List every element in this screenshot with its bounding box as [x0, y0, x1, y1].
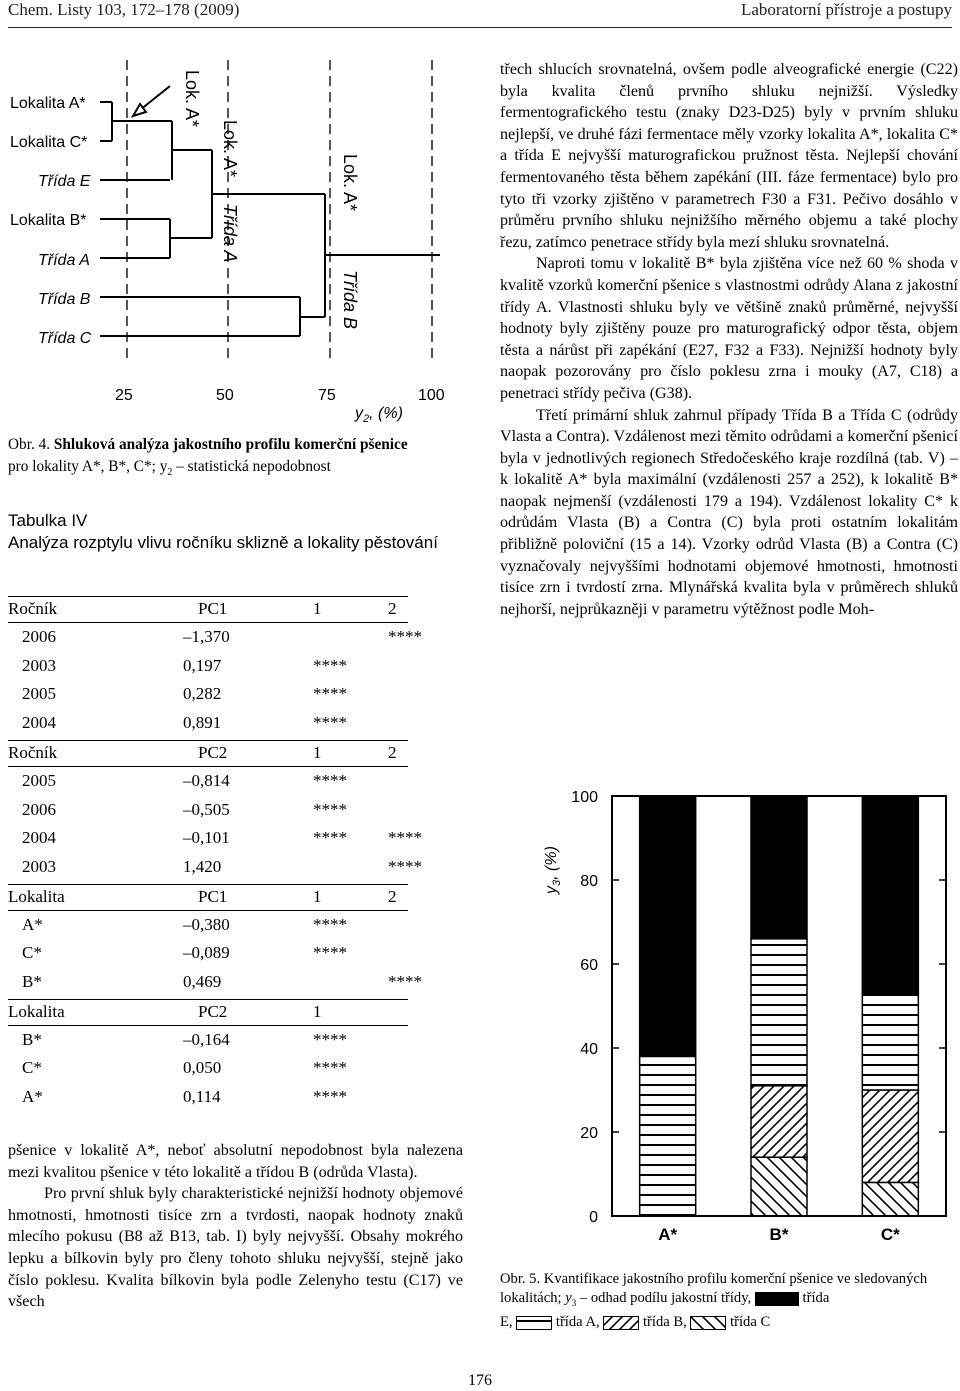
paragraph: třech shlucích srovnatelná, ovšem podle alveografické energie (C22) byla kvalita členů prvního shluku nejnižší. Výsledky fermentografického testu (znaky D23-D25) byly v prvním shluku nejlepší, ve druhé fázi fermentace měly vzorky lokalita A*, lokalita C* a třída E nejvyšší maturografickou pružnost těsta. Nejlepší chování fermentovaného těsta během zapékání (III. fáze fermentace) bylo pro tyto tři vzorky zjištěno v parametrech F30 a F31. Pečivo dosáhlo v průměru prvního shluku nejnižšího měrného objemu a také plochy řezu, zatímco penetrace střídy byla mezí shluku srovnatelná. [500, 61, 958, 251]
table-cell: 2004 [22, 828, 56, 848]
leaf-label: Třída E [38, 173, 91, 190]
table-cell: 2006 [22, 799, 56, 819]
y-tick-label: 20 [580, 1125, 598, 1142]
leaf-label: Třída C [38, 330, 92, 347]
table-row [8, 769, 428, 793]
x-tick: 75 [318, 387, 336, 404]
table-cell: A* [22, 914, 43, 934]
table-rule [8, 910, 408, 911]
table-header-cell: 1 [313, 742, 322, 762]
table-cell: 1,420 [183, 856, 222, 876]
table-cell: **** [313, 1058, 347, 1078]
bar-segment [862, 993, 918, 1090]
table-row [8, 913, 428, 937]
table-header-cell: 2 [388, 599, 397, 618]
left-column-text [8, 1140, 463, 1313]
y-axis-label: $y_3$, (%) [543, 846, 563, 894]
table-cell: **** [388, 828, 422, 848]
table-cell: 2003 [22, 856, 56, 876]
table-cell: C* [22, 1058, 42, 1078]
y-tick-label: 80 [580, 873, 598, 890]
paragraph: Třetí primární shluk zahrnul případy Třída B a Třída C (odrůdy Vlasta a Contra). Vzdálenost mezi těmito odrůdami a komerční pšenicí byla v jednotlivých regionech Středočeského kraje rozdílná (tab. V) – k lokalitě A* byla maximální (vzdálenosti 257 a 252), k lokalitě B* naopak nejmenší (vzdálenosti 179 a 194). Vzdálenost lokality C* k odrůdám Vlasta (B) a Contra (C) byla proti ostatním lokalitám přibližně poloviční (15 a 14). Vzorky odrůd Vlasta (B) a Contra (C) vyznačovaly nejvyššími hodnotami objemové hmotnosti, hmotnosti tisíce zrn i tvrdostí zrna. Mlynářská kvalita byla v průměrech shluků nejhorší, nejprůkazněji v parametru výtěžnost podle Moh- [500, 406, 958, 618]
cluster-label: Třída A [220, 204, 240, 263]
leaf-label: Lokalita A* [10, 95, 86, 112]
table-header-cell: 2 [388, 742, 397, 762]
table-rule [8, 766, 408, 767]
cluster-labels [182, 70, 360, 329]
table-cell: –0,380 [183, 914, 230, 934]
dendrogram-figure [0, 38, 465, 425]
table-cell: –0,164 [183, 1029, 230, 1049]
legend-swatch-a [516, 1316, 552, 1330]
table-header-cell: Lokalita [8, 886, 65, 906]
table-cell: –1,370 [183, 627, 230, 646]
table-cell: **** [388, 972, 422, 991]
header-rule [8, 27, 952, 28]
table-header-row [8, 597, 428, 621]
table-cell: –0,101 [183, 828, 230, 848]
table-title: Tabulka IV Analýza rozptylu vlivu ročníku sklizně a lokality pěstování [8, 511, 438, 552]
table-cell: 0,282 [183, 684, 222, 704]
table-cell: **** [313, 1029, 347, 1049]
page-number: 176 [468, 1372, 492, 1389]
table-header-cell: 1 [313, 1001, 322, 1021]
table-header-row [8, 1000, 428, 1024]
table-cell: **** [313, 655, 347, 675]
bar-segment [862, 796, 918, 993]
table-cell: B* [22, 1029, 42, 1049]
table-rule [8, 1025, 408, 1026]
cluster-label: Lok. A* [220, 120, 240, 178]
table-cell: 2004 [22, 713, 56, 733]
y-tick-label: 0 [589, 1209, 598, 1226]
bar-segment [640, 796, 696, 1056]
leaf-label: Lokalita B* [10, 212, 87, 229]
table-header-cell: 1 [313, 886, 322, 906]
table-header-cell: PC2 [198, 742, 228, 762]
x-tick: 100 [418, 387, 445, 404]
table-cell: **** [313, 770, 347, 790]
table-row [8, 1056, 428, 1080]
table-cell: **** [313, 684, 347, 704]
cluster-label: Lok. A* [182, 70, 202, 128]
table-header-cell: Ročník [8, 742, 58, 762]
x-tick-label: B* [769, 1225, 789, 1244]
bar-segment [751, 939, 807, 1086]
table-cell: 2003 [22, 655, 56, 675]
journal-header: Chem. Listy 103, 172–178 (2009) [8, 0, 240, 19]
table-row [8, 798, 428, 822]
table-cell: A* [22, 1087, 43, 1107]
bar-segment [862, 1090, 918, 1182]
legend-swatch-e [755, 1292, 799, 1306]
cluster-label: Třída B [340, 270, 360, 330]
leaf-label: Lokalita C* [10, 134, 88, 151]
table-header-cell: Ročník [8, 599, 58, 618]
table-cell: 0,050 [183, 1058, 222, 1078]
fig5-caption: Obr. 5. Kvantifikace jakostního profilu komerční pšenice ve sledovaných lokalitách; $y_3$ – odhad podílu jakostní třídy, třída E, třída A, třída B, třída C [500, 1271, 928, 1330]
x-tick-label: C* [880, 1225, 900, 1244]
table-row [8, 654, 428, 678]
table-header-cell: PC1 [198, 886, 228, 906]
bar-segment [862, 1182, 918, 1216]
table-cell: 0,197 [183, 655, 222, 675]
table-cell: B* [22, 972, 42, 991]
dendrogram-gridlines [127, 60, 432, 358]
legend-swatch-b [603, 1316, 639, 1330]
table-row [8, 711, 428, 735]
table-cell: –0,505 [183, 799, 230, 819]
table-row [8, 826, 428, 850]
table-rule [8, 622, 408, 623]
stacked-bar-chart [500, 770, 960, 1250]
table-cell: **** [313, 914, 347, 934]
table-header-cell: PC2 [198, 1001, 228, 1021]
paragraph: Naproti tomu v lokalitě B* byla zjištěna více než 60 % shoda v kvalitě vzorků komerční pšenice s vlastnostmi odrůdy Alana z jakostní třídy A. Vlastnosti shluku byly ve většině znaků průměrné, nejvyšší hodnoty byly zjištěny pouze pro maturografický odpor těsta, objem těsta a nárůst při zapékání (E27, F32 a F33). Nejnižší hodnoty byly naopak pozorovány pro číslo poklesu zrna i mouky (A7, C18) a penetraci střídy pečiva (G38). [500, 255, 958, 402]
table-cell: **** [313, 1087, 347, 1107]
table-cell: **** [313, 799, 347, 819]
paragraph: Pro první shluk byly charakteristické nejnižší hodnoty objemové hmotnosti, hmotnosti tisíce zrn a tvrdosti, naopak hodnoty znaků mlecího pokusu (B8 až B13, tab. I) byly nejvyšší. Obsahy mokrého lepku a bílkovin byly pro členy tohoto shluku nejvyšší, stejně jako číslo poklesu. Kvalita bílkovin byla podle Zelenyho testu (C17) ve všech [8, 1185, 463, 1311]
bar-segment [751, 796, 807, 939]
y-tick-label: 100 [571, 789, 598, 806]
x-tick: 25 [115, 387, 133, 404]
y-tick-label: 60 [580, 957, 598, 974]
right-column-text [500, 59, 958, 620]
leaf-label: Třída A [38, 252, 90, 269]
table-cell: **** [313, 713, 347, 733]
table-header-row [8, 741, 428, 765]
table-header-cell: PC1 [198, 599, 228, 618]
dendrogram-tree [100, 102, 440, 336]
table-row [8, 970, 428, 994]
fig4-caption: Obr. 4. Shluková analýza jakostního profilu komerční pšenice pro lokality A*, B*, C*; $y_2$ – statistická nepodobnost [8, 436, 408, 479]
table-cell: **** [313, 943, 347, 963]
table-row [8, 682, 428, 706]
bar-segment [640, 1056, 696, 1216]
bar-segment [751, 1086, 807, 1157]
table-cell: –0,814 [183, 770, 230, 790]
table-header-row [8, 885, 428, 909]
table-cell: **** [388, 627, 422, 646]
legend-swatch-c [690, 1316, 726, 1330]
table-row [8, 1085, 428, 1109]
table-row [8, 1028, 428, 1052]
table-header-cell: 1 [313, 599, 322, 618]
table-row [8, 625, 428, 649]
table-cell: **** [313, 828, 347, 848]
table-cell: C* [22, 943, 42, 963]
paragraph: pšenice v lokalitě A*, neboť absolutní nepodobnost byla nalezena mezi kvalitou pšenice v této lokalitě a třídou B (odrůda Vlasta). [8, 1142, 463, 1181]
leaf-label: Třída B [38, 291, 91, 308]
anova-table [8, 596, 463, 1116]
table-cell: 2005 [22, 684, 56, 704]
table-cell: 2006 [22, 627, 56, 646]
table-cell: 0,114 [183, 1087, 221, 1107]
x-axis-label: $y_2$, (%) [355, 405, 403, 425]
table-cell: **** [388, 856, 422, 876]
table-header-cell: 2 [388, 886, 397, 906]
bar-segment [751, 1157, 807, 1216]
table-cell: –0,089 [183, 943, 230, 963]
x-tick-label: A* [658, 1225, 678, 1244]
x-tick: 50 [216, 387, 234, 404]
table-header-cell: Lokalita [8, 1001, 65, 1021]
section-header: Laboratorní přístroje a postupy [740, 0, 952, 19]
table-row [8, 941, 428, 965]
table-cell: 0,891 [183, 713, 222, 733]
table-row [8, 855, 428, 879]
cluster-label: Lok. A* [340, 154, 360, 212]
y-tick-label: 40 [580, 1041, 598, 1058]
arrow-icon [133, 86, 170, 116]
table-cell: 0,469 [183, 972, 222, 991]
table-cell: 2005 [22, 770, 56, 790]
